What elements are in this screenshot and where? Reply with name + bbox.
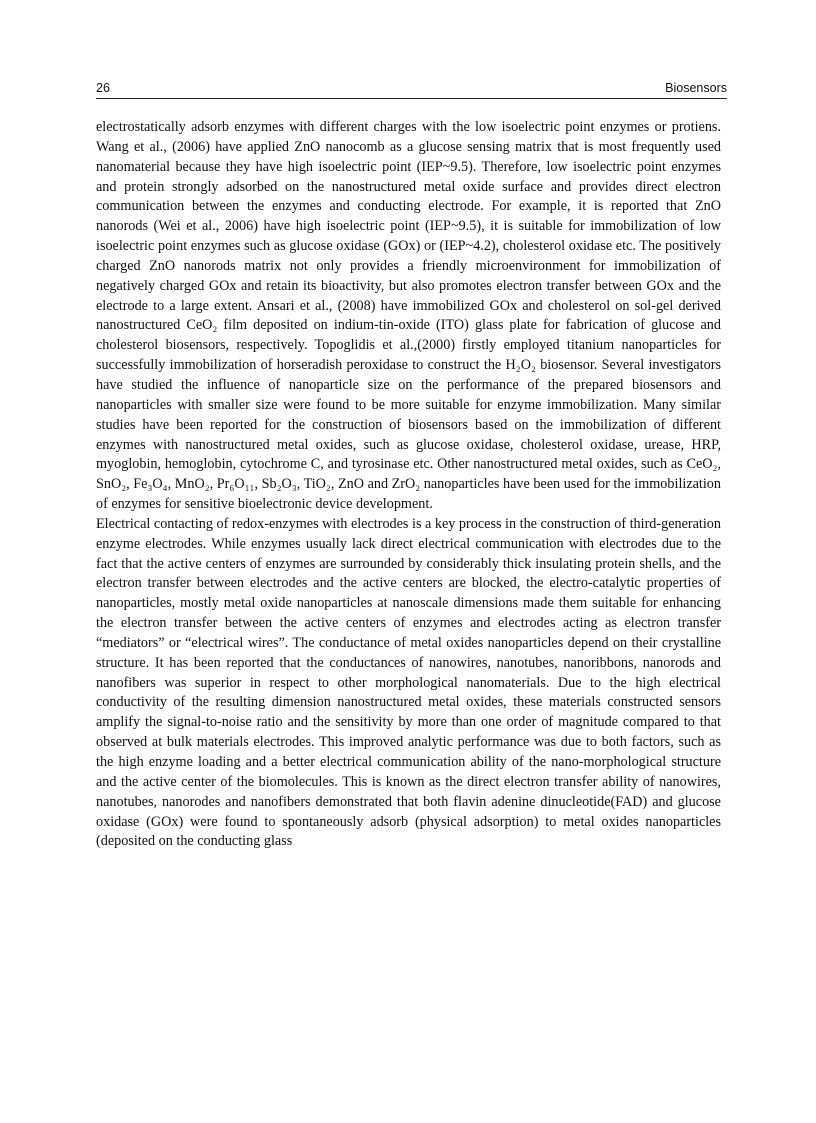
running-title: Biosensors xyxy=(665,81,727,95)
paragraph-enzyme-adsorption: electrostatically adsorb enzymes with different charges with the low isoelectric point enzymes or protiens. Wang et al., (2006) have applied ZnO nanocomb as a glucose sensing matrix that is most frequently used nanomaterial because they have high isoelectric point (IEP~9.5). Therefore, low isoelectric point enzymes and protein strongly adsorbed on the nanostructured metal oxide surface and provides direct electron communication between the enzymes and conducting electrode. For example, it is reported that ZnO nanorods (Wei et al., 2006) have high isoelectric point (IEP~9.5), it is suitable for immobilization of low isoelectric point enzymes such as glucose oxidase (GOx) or (IEP~4.2), cholesterol oxidase etc. The positively charged ZnO nanorods matrix not only provides a friendly microenvironment for immobilization of negatively charged GOx and retain its bioactivity, but also promotes electron transfer between GOx and the electrode to a large extent. Ansari et al., (2008) have immobilized GOx and cholesterol on sol-gel derived nanostructured CeO₂ film deposited on indium-tin-oxide (ITO) glass plate for fabrication of glucose and cholesterol biosensors, respectively. Topoglidis et al.,(2000) firstly employed titanium nanoparticles for successfully immobilization of horseradish peroxidase to construct the H₂O₂ biosensor. Several investigators have studied the influence of nanoparticle size on the performance of the prepared biosensors and nanoparticles with smaller size were found to be more suitable for enzyme immobilization. Many similar studies have been reported for the construction of biosensors based on the immobilization of different enzymes with nanostructured metal oxides, such as glucose oxidase, cholesterol oxidase, urease, HRP, myoglobin, hemoglobin, cytochrome C, and tyrosinase etc. Other nanostructured metal oxides, such as CeO₂, SnO₂, Fe₃O₄, MnO₂, Pr₆O₁₁, Sb₂O₃, TiO₂, ZnO and ZrO₂ nanoparticles have been used for the immobilization of enzymes for sensitive bioelectronic device development. xyxy=(96,119,721,513)
header-rule xyxy=(96,98,727,99)
page-header xyxy=(96,81,727,98)
paragraph-electrical-contacting: Electrical contacting of redox-enzymes with electrodes is a key process in the construction of third-generation enzyme electrodes. While enzymes usually lack direct electrical communication with electrodes due to the fact that the active centers of enzymes are surrounded by considerably thick insulating protein shells, and the electron transfer between electrodes and the active centers are blocked, the electro-catalytic properties of nanoparticles, mostly metal oxide nanoparticles at nanoscale dimensions made them suitable for enhancing the electron transfer between the active centers of enzymes and electrodes acting as electron transfer “mediators” or “electrical wires”. The conductance of metal oxides nanoparticles depend on their crystalline structure. It has been reported that the conductances of nanowires, nanotubes, nanoribbons, nanorods and nanofibers was superior in respect to other morphological nanomaterials. Due to the high electrical conductivity of the resulting dimension nanostructured metal oxides, these materials constructed sensors amplify the signal-to-noise ratio and the sensitivity by more than one order of magnitude compared to that observed at bulk materials electrodes. This improved analytic performance was due to both factors, such as the high enzyme loading and a better electrical communication ability of the nano-morphological structure and the active center of the biomolecules. This is known as the direct electron transfer ability of nanowires, nanotubes, nanorodes and nanofibers demonstrated that both flavin adenine dinucleotide(FAD) and glucose oxidase (GOx) were found to spontaneously adsorb (physical adsorption) to metal oxides nanoparticles (deposited on the conducting glass xyxy=(96,515,721,850)
page-number: 26 xyxy=(96,81,110,95)
body-text xyxy=(96,118,721,852)
